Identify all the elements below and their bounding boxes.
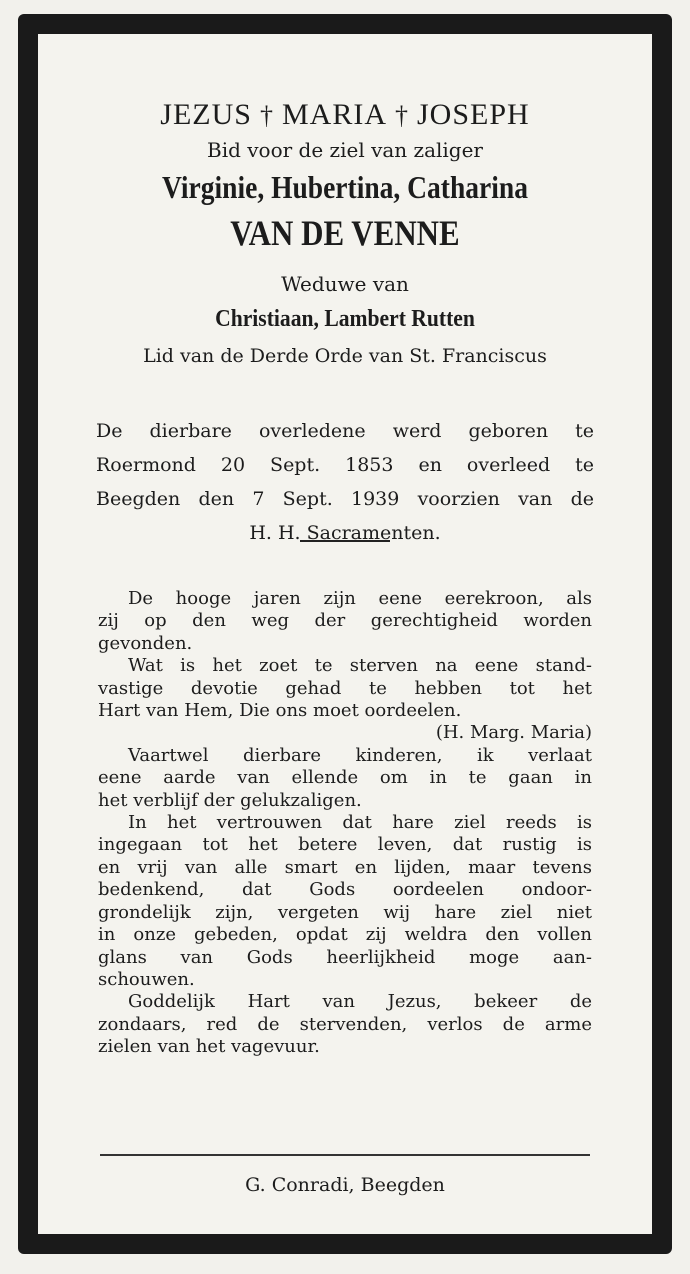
verse-line: bedenkend, dat Gods oordeelen ondoor- <box>98 879 592 901</box>
verse-line: gevonden. <box>98 632 193 654</box>
verse-line: het verblijf der gelukzaligen. <box>98 789 362 811</box>
invocation-maria: MARIA <box>281 98 387 131</box>
verse-line: (H. Marg. Maria) <box>435 722 592 744</box>
spouse-name: Christiaan, Lambert Rutten <box>215 306 475 332</box>
invocation-jezus: JEZUS <box>160 98 252 131</box>
cross-icon: † <box>395 101 409 130</box>
verse-line: eene aarde van ellende om in te gaan in <box>98 767 592 789</box>
verse-line: grondelijk zijn, vergeten wij hare ziel niet <box>98 901 592 923</box>
short-divider <box>300 540 390 542</box>
verse-line: zielen van het vagevuur. <box>98 1036 320 1058</box>
invocation-joseph: JOSEPH <box>417 98 530 131</box>
verse-line: schouwen. <box>98 968 195 990</box>
pray-line: Bid voor de ziel van zaliger <box>207 138 483 162</box>
order-membership: Lid van de Derde Orde van St. Franciscus <box>143 345 547 367</box>
card-header <box>38 96 652 373</box>
bio-last-line: H. H. Sacramenten. <box>249 522 441 544</box>
widow-of-label: Weduwe van <box>281 272 409 296</box>
bio-line: Beegden den 7 Sept. 1939 voorzien van de <box>96 488 594 510</box>
invocation-line <box>38 96 652 135</box>
surname: VAN DE VENNE <box>230 213 460 253</box>
bio-line: De dierbare overledene werd geboren te <box>96 420 594 442</box>
verse-line: ingegaan tot het betere leven, dat rustig is <box>98 834 592 856</box>
memorial-card <box>18 14 672 1254</box>
long-divider <box>100 1154 590 1156</box>
verse-line: en vrij van alle smart en lijden, maar tevens <box>98 856 592 878</box>
card-content <box>38 34 652 1234</box>
given-names: Virginie, Hubertina, Catharina <box>162 169 528 205</box>
verse-line: in onze gebeden, opdat zij weldra den vollen <box>98 924 592 946</box>
verse-line: vastige devotie gehad te hebben tot het <box>98 677 592 699</box>
verse-line: glans van Gods heerlijkheid moge aan- <box>98 946 592 968</box>
verse-line: In het vertrouwen dat hare ziel reeds is <box>128 812 592 834</box>
verse-line: Goddelijk Hart van Jezus, bekeer de <box>128 991 592 1013</box>
printer-credit: G. Conradi, Beegden <box>245 1174 445 1196</box>
verse-line: zij op den weg der gerechtigheid worden <box>98 610 592 632</box>
verse-line: Wat is het zoet te sterven na eene stand- <box>128 655 592 677</box>
verse-line: De hooge jaren zijn eene eerekroon, als <box>128 588 592 609</box>
biography <box>96 414 594 550</box>
verse-block <box>98 588 592 1059</box>
verse-line: Vaartwel dierbare kinderen, ik verlaat <box>128 744 592 766</box>
verse-line: Hart van Hem, Die ons moet oordeelen. <box>98 700 462 722</box>
bio-line: Roermond 20 Sept. 1853 en overleed te <box>96 454 594 476</box>
verse-line: zondaars, red de stervenden, verlos de arme <box>98 1013 592 1035</box>
cross-icon: † <box>259 101 274 130</box>
